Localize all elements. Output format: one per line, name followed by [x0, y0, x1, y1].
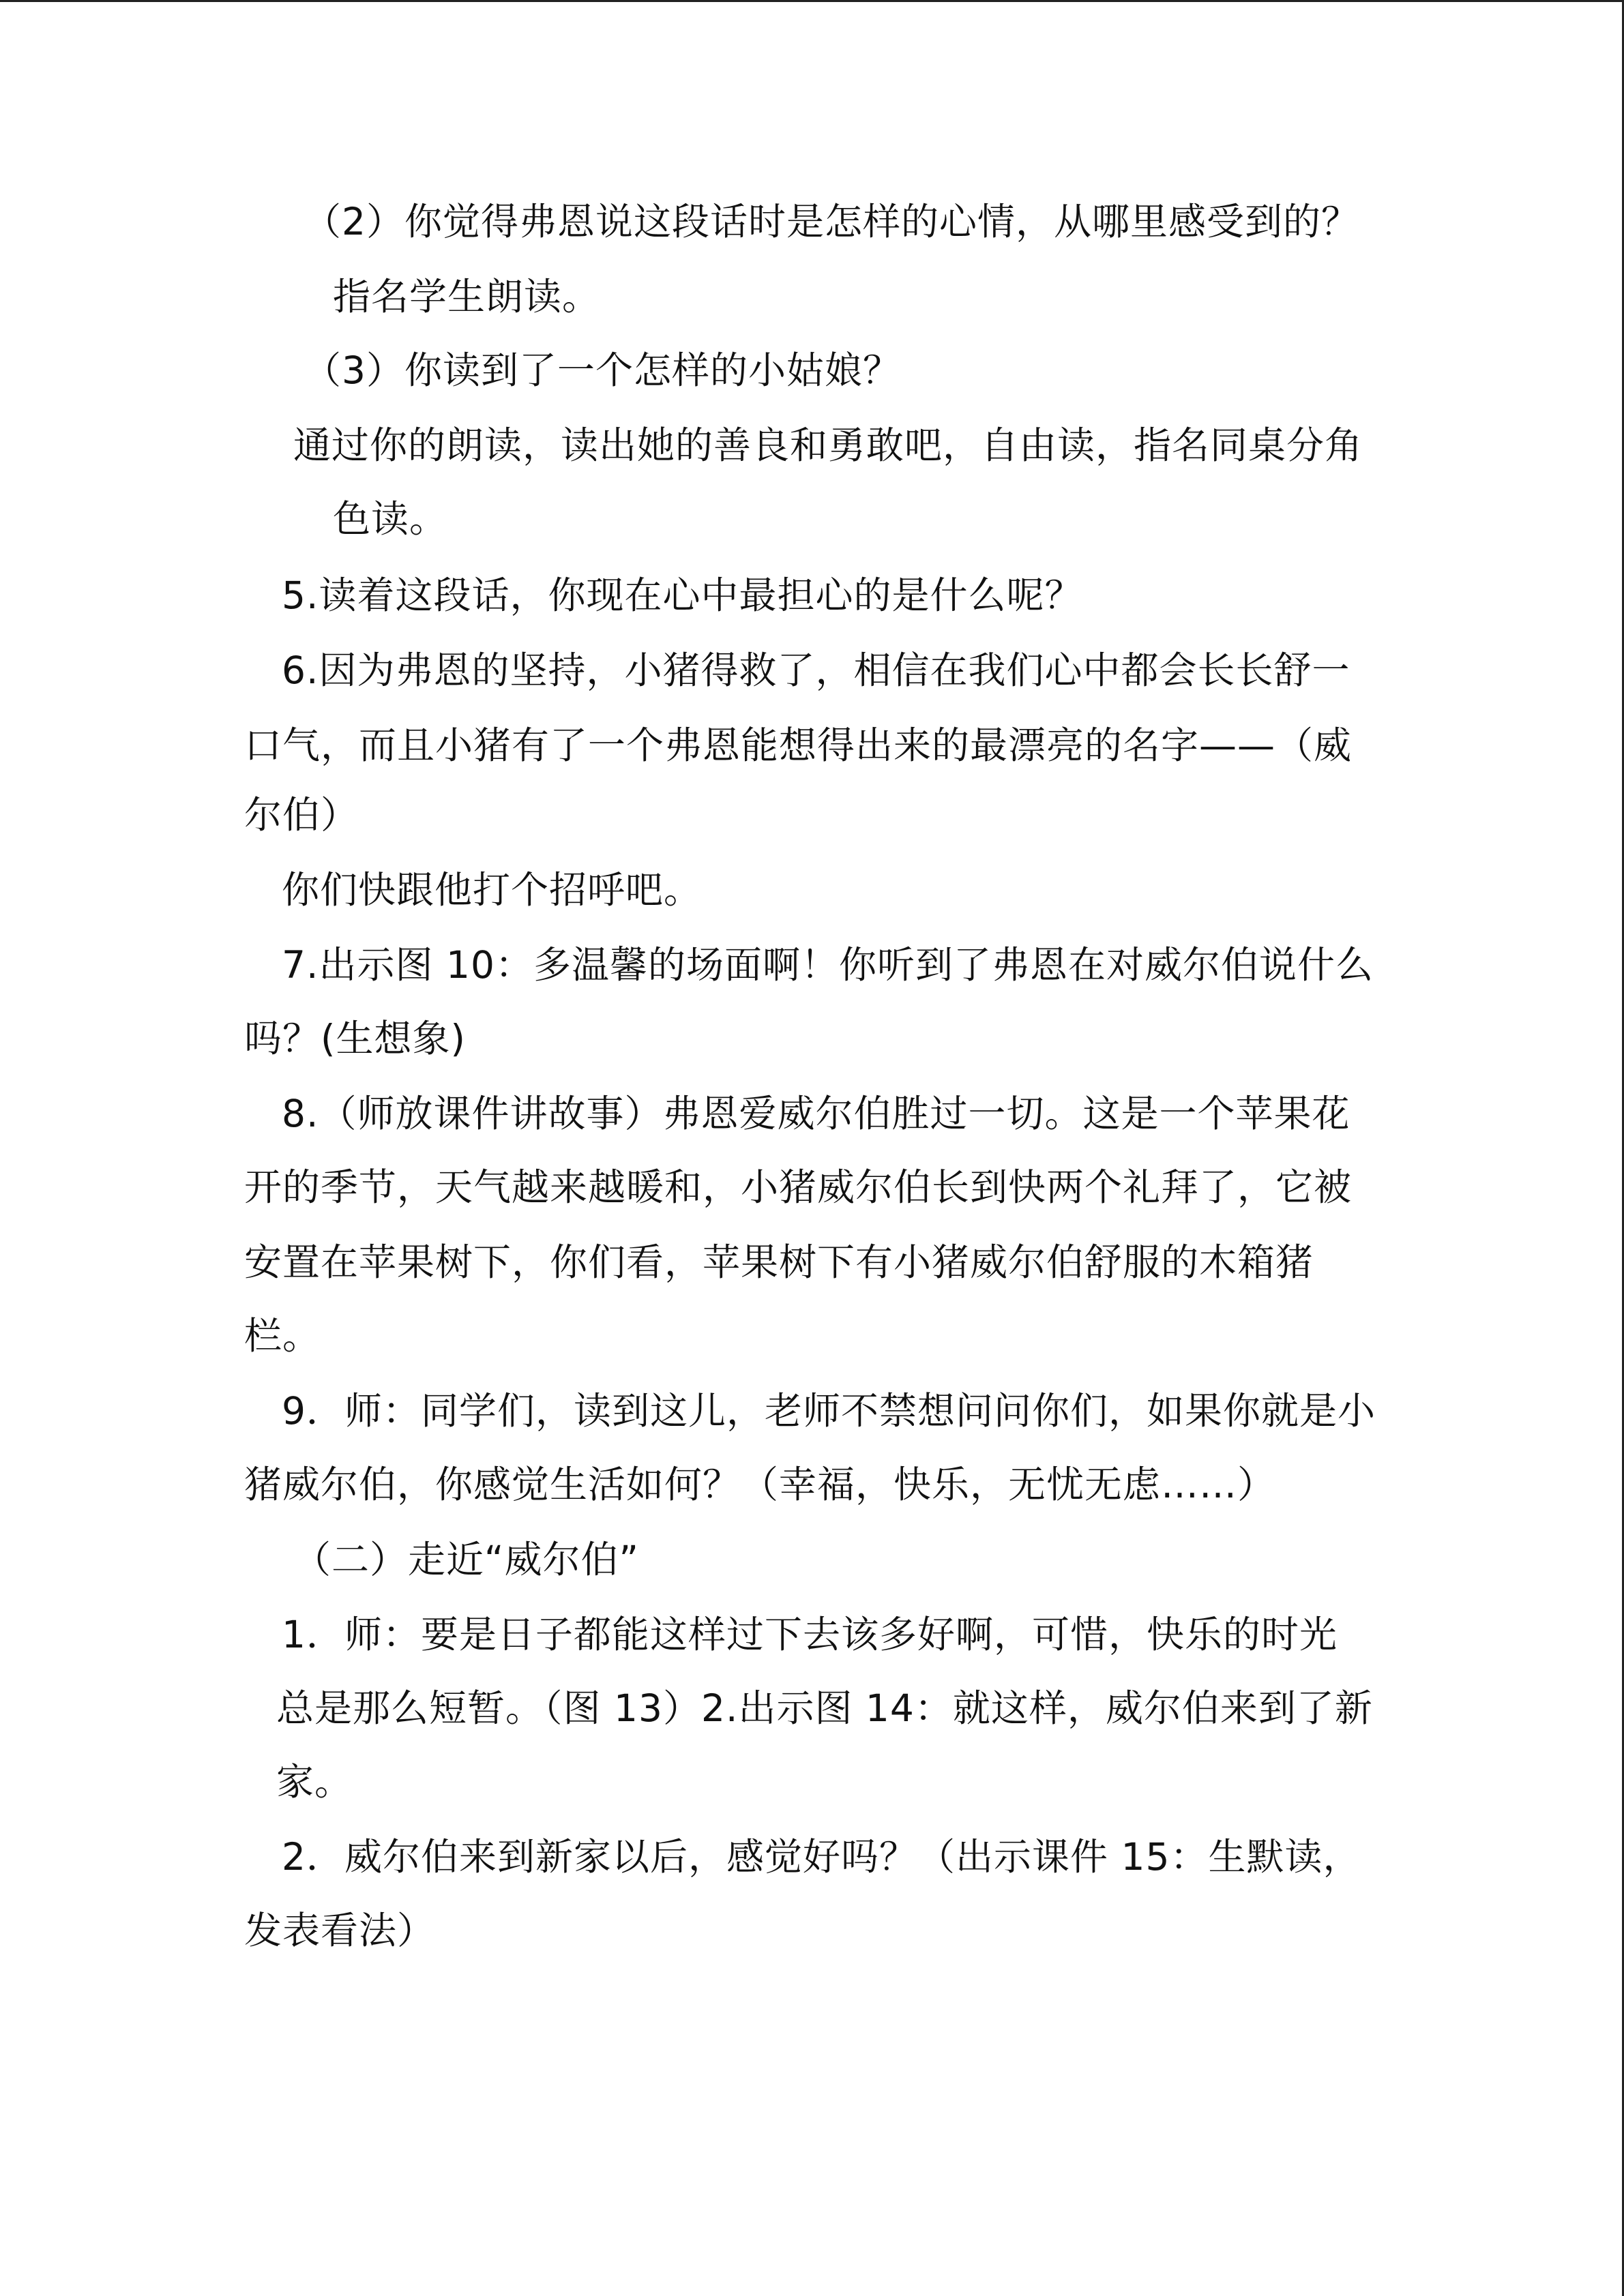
text-line: 通过你的朗读，读出她的善良和勇敢吧，自由读，指名同桌分角 [293, 423, 1363, 467]
text-line: 指名学生朗读。 [333, 275, 601, 318]
text-line: 口气，而且小猪有了一个弗恩能想得出来的最漂亮的名字——（威 [244, 724, 1353, 767]
text-line: （2）你觉得弗恩说这段话时是怎样的心情，从哪里感受到的？ [304, 200, 1359, 243]
section-heading: （二）走近“威尔伯” [293, 1538, 639, 1581]
text-line: 6.因为弗恩的坚持，小猪得救了，相信在我们心中都会长长舒一 [282, 648, 1350, 692]
text-line: 开的季节，天气越来越暖和，小猪威尔伯长到快两个礼拜了，它被 [244, 1165, 1353, 1209]
text-line: 9．师：同学们，读到这儿，老师不禁想问问你们，如果你就是小 [282, 1389, 1376, 1433]
text-line: 2．威尔伯来到新家以后，感觉好吗？（出示课件 15：生默读， [282, 1835, 1361, 1879]
text-line: 1．师：要是日子都能这样过下去该多好啊，可惜，快乐的时光 [282, 1613, 1338, 1656]
text-line: 吗？(生想象) [244, 1017, 466, 1060]
text-line: 尔伯） [244, 793, 359, 837]
text-line: 家。 [276, 1760, 353, 1804]
text-line: 7.出示图 10：多温馨的场面啊！你听到了弗恩在对威尔伯说什么 [282, 943, 1374, 987]
text-line: 猪威尔伯，你感觉生活如何？（幸福，快乐，无忧无虑……） [244, 1463, 1276, 1506]
page-border-top [0, 0, 1624, 2]
text-line: 栏。 [244, 1314, 321, 1358]
text-line: 安置在苹果树下，你们看，苹果树下有小猪威尔伯舒服的木箱猪 [244, 1240, 1314, 1284]
text-line: 色读。 [333, 497, 448, 541]
text-line: （3）你读到了一个怎样的小姑娘？ [304, 348, 901, 392]
text-line: 你们快跟他打个招呼吧。 [282, 868, 703, 912]
text-line: 5.读着这段话，你现在心中最担心的是什么呢？ [282, 573, 1083, 617]
text-line: 8.（师放课件讲故事）弗恩爱威尔伯胜过一切。这是一个苹果花 [282, 1092, 1350, 1135]
text-line: 发表看法） [244, 1909, 436, 1952]
text-line: 总是那么短暂。（图 13）2.出示图 14：就这样，威尔伯来到了新 [276, 1686, 1373, 1730]
